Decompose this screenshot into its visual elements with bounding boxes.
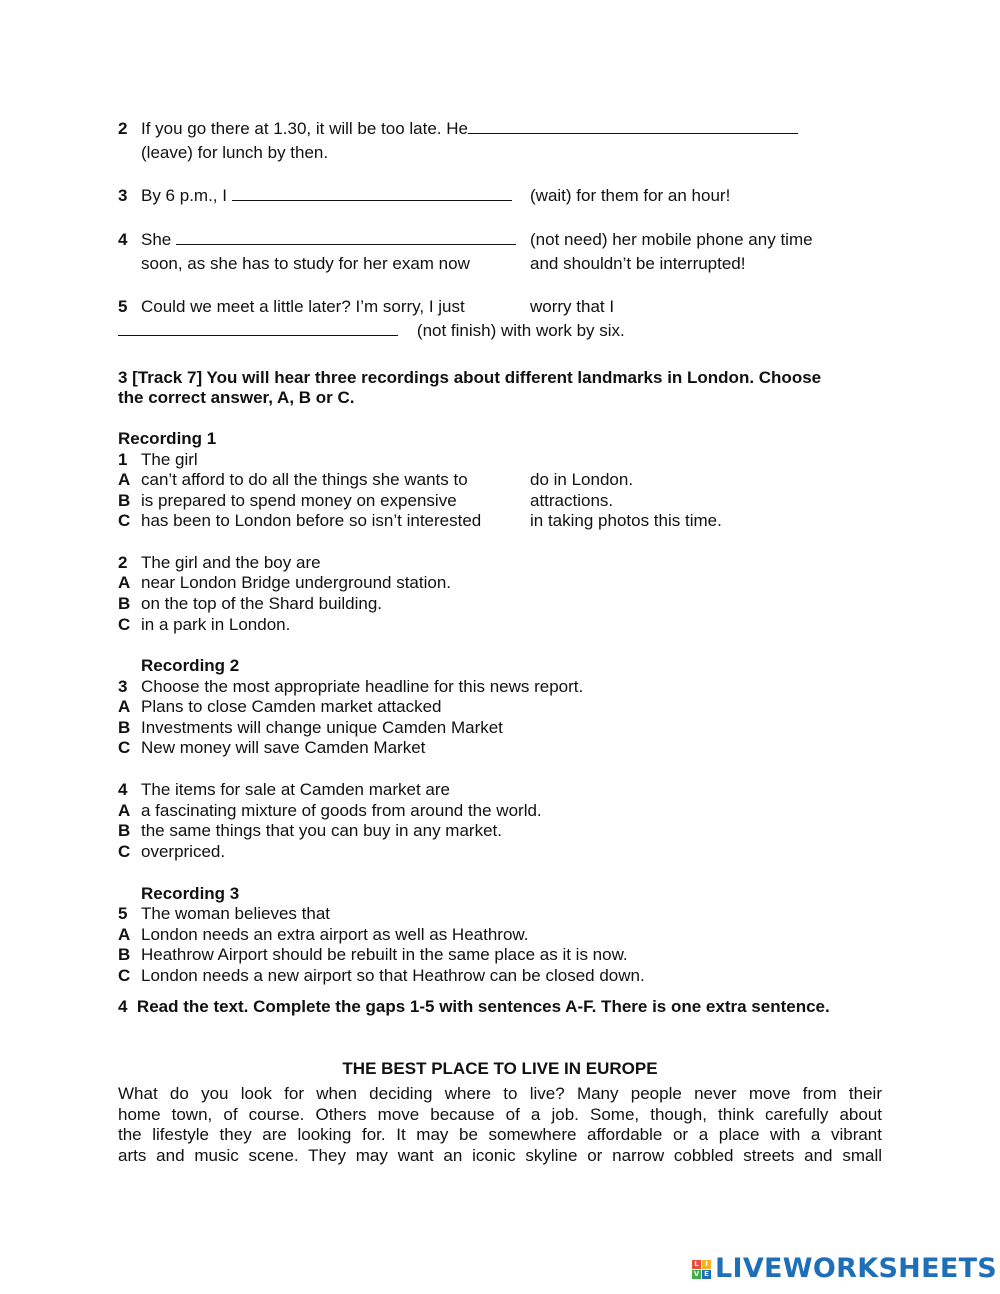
r3q5-number: 5 bbox=[118, 904, 128, 923]
q4-right-line2: and shouldn’t be interrupted! bbox=[530, 254, 746, 273]
q5-stem: Could we meet a little later? I’m sorry, I just bbox=[141, 297, 465, 316]
r1q1-option-b-letter[interactable]: B bbox=[118, 491, 131, 510]
logo-icon bbox=[692, 1260, 711, 1279]
r2q4-number: 4 bbox=[118, 780, 128, 799]
r1q1-option-c-letter[interactable]: C bbox=[118, 511, 131, 530]
r1q1-option-c-cont: in taking photos this time. bbox=[530, 511, 722, 530]
r1q2-option-a[interactable]: near London Bridge underground station. bbox=[141, 573, 452, 592]
r2q3-option-b[interactable]: Investments will change unique Camden Market bbox=[141, 718, 503, 737]
liveworksheets-logo bbox=[692, 1254, 997, 1284]
r2q4-option-b[interactable]: the same things that you can buy in any market. bbox=[141, 821, 502, 840]
q4-stem: She bbox=[141, 230, 172, 249]
logo-tile-l: L bbox=[692, 1260, 701, 1269]
logo-tile-i: I bbox=[702, 1260, 711, 1269]
r1q1-option-b-cont: attractions. bbox=[530, 491, 614, 510]
r1q1-option-a-cont: do in London. bbox=[530, 470, 634, 489]
r1q1-option-c[interactable]: has been to London before so isn’t interested bbox=[141, 511, 482, 530]
r1q2-stem: The girl and the boy are bbox=[141, 553, 321, 572]
ex4-number: 4 bbox=[118, 997, 128, 1016]
r3q5-option-c-letter[interactable]: C bbox=[118, 966, 131, 985]
r1q2-option-c-letter[interactable]: C bbox=[118, 615, 131, 634]
r2q4-option-a[interactable]: a fascinating mixture of goods from around the world. bbox=[141, 801, 542, 820]
q3-text bbox=[141, 185, 512, 206]
r1q2-number: 2 bbox=[118, 553, 128, 572]
q3-answer-blank[interactable] bbox=[232, 185, 512, 201]
logo-wordmark: LIVEWORKSHEETS bbox=[715, 1253, 998, 1284]
r3q5-option-b[interactable]: Heathrow Airport should be rebuilt in the same place as it is now. bbox=[141, 945, 628, 964]
r1q2-option-c[interactable]: in a park in London. bbox=[141, 615, 291, 634]
q4-answer-blank[interactable] bbox=[176, 229, 516, 245]
r2q4-option-b-letter[interactable]: B bbox=[118, 821, 131, 840]
q2-number: 2 bbox=[118, 119, 128, 138]
r2q3-option-a-letter[interactable]: A bbox=[118, 697, 131, 716]
q4-right: (not need) her mobile phone any time bbox=[530, 230, 813, 249]
q5-number: 5 bbox=[118, 297, 128, 316]
q5-answer-blank[interactable] bbox=[118, 320, 398, 336]
q3-stem: By 6 p.m., I bbox=[141, 186, 227, 205]
r1q1-number: 1 bbox=[118, 450, 128, 469]
r2q4-option-c[interactable]: overpriced. bbox=[141, 842, 226, 861]
r1q1-option-a[interactable]: can’t afford to do all the things she wants to bbox=[141, 470, 468, 489]
r2q4-option-a-letter[interactable]: A bbox=[118, 801, 131, 820]
recording-3-title: Recording 3 bbox=[141, 884, 240, 903]
ex3-heading-line1: 3 [Track 7] You will hear three recordings about different landmarks in London. Choose bbox=[118, 368, 822, 387]
r2q3-number: 3 bbox=[118, 677, 128, 696]
r1q2-option-b[interactable]: on the top of the Shard building. bbox=[141, 594, 383, 613]
q2-stem: If you go there at 1.30, it will be too late. He bbox=[141, 119, 468, 138]
q2-text bbox=[141, 118, 798, 139]
article-line-4: arts and music scene. They may want an iconic skyline or narrow cobbled streets and small bbox=[118, 1146, 882, 1165]
r2q4-stem: The items for sale at Camden market are bbox=[141, 780, 450, 799]
q4-left-line2: soon, as she has to study for her exam now bbox=[141, 254, 470, 273]
q5-continuation: (not finish) with work by six. bbox=[416, 321, 625, 340]
q3-number: 3 bbox=[118, 186, 128, 205]
r1q1-stem: The girl bbox=[141, 450, 198, 469]
r3q5-option-a-letter[interactable]: A bbox=[118, 925, 131, 944]
recording-2-title: Recording 2 bbox=[141, 656, 240, 675]
r1q1-option-a-letter[interactable]: A bbox=[118, 470, 131, 489]
ex4-heading bbox=[118, 996, 830, 1017]
ex4-instruction: Read the text. Complete the gaps 1-5 with sentences A-F. There is one extra sentence. bbox=[136, 997, 830, 1016]
ex3-heading-line2: the correct answer, A, B or C. bbox=[118, 388, 355, 407]
r1q1-option-b[interactable]: is prepared to spend money on expensive bbox=[141, 491, 457, 510]
logo-tile-v: V bbox=[693, 1269, 700, 1278]
r3q5-option-b-letter[interactable]: B bbox=[118, 945, 131, 964]
recording-1-title: Recording 1 bbox=[118, 429, 217, 448]
article-line-1: What do you look for when deciding where to live? Many people never move from their bbox=[118, 1084, 882, 1103]
r1q2-option-a-letter[interactable]: A bbox=[118, 573, 131, 592]
q2-answer-blank[interactable] bbox=[468, 118, 798, 134]
r3q5-option-c[interactable]: London needs a new airport so that Heathrow can be closed down. bbox=[141, 966, 645, 985]
logo-tile-e: E bbox=[702, 1270, 711, 1279]
article-line-2: home town, of course. Others move because of a job. Some, though, think carefully about bbox=[118, 1105, 882, 1124]
r2q3-option-c-letter[interactable]: C bbox=[118, 738, 131, 757]
r2q3-option-a[interactable]: Plans to close Camden market attacked bbox=[141, 697, 442, 716]
q4-number: 4 bbox=[118, 230, 128, 249]
r2q3-stem: Choose the most appropriate headline for this news report. bbox=[141, 677, 584, 696]
q3-right: (wait) for them for an hour! bbox=[530, 186, 731, 205]
r1q2-option-b-letter[interactable]: B bbox=[118, 594, 131, 613]
q5-line2 bbox=[118, 320, 625, 341]
article-title: THE BEST PLACE TO LIVE IN EUROPE bbox=[342, 1059, 658, 1078]
r3q5-stem: The woman believes that bbox=[141, 904, 330, 923]
r2q3-option-c[interactable]: New money will save Camden Market bbox=[141, 738, 426, 757]
r2q4-option-c-letter[interactable]: C bbox=[118, 842, 131, 861]
q2-continuation: (leave) for lunch by then. bbox=[141, 143, 329, 162]
q4-text bbox=[141, 229, 516, 250]
article-line-3: the lifestyle they are looking for. It may be somewhere affordable or a place with a vibrant bbox=[118, 1125, 882, 1144]
r3q5-option-a[interactable]: London needs an extra airport as well as Heathrow. bbox=[141, 925, 529, 944]
q5-right: worry that I bbox=[530, 297, 615, 316]
r2q3-option-b-letter[interactable]: B bbox=[118, 718, 131, 737]
